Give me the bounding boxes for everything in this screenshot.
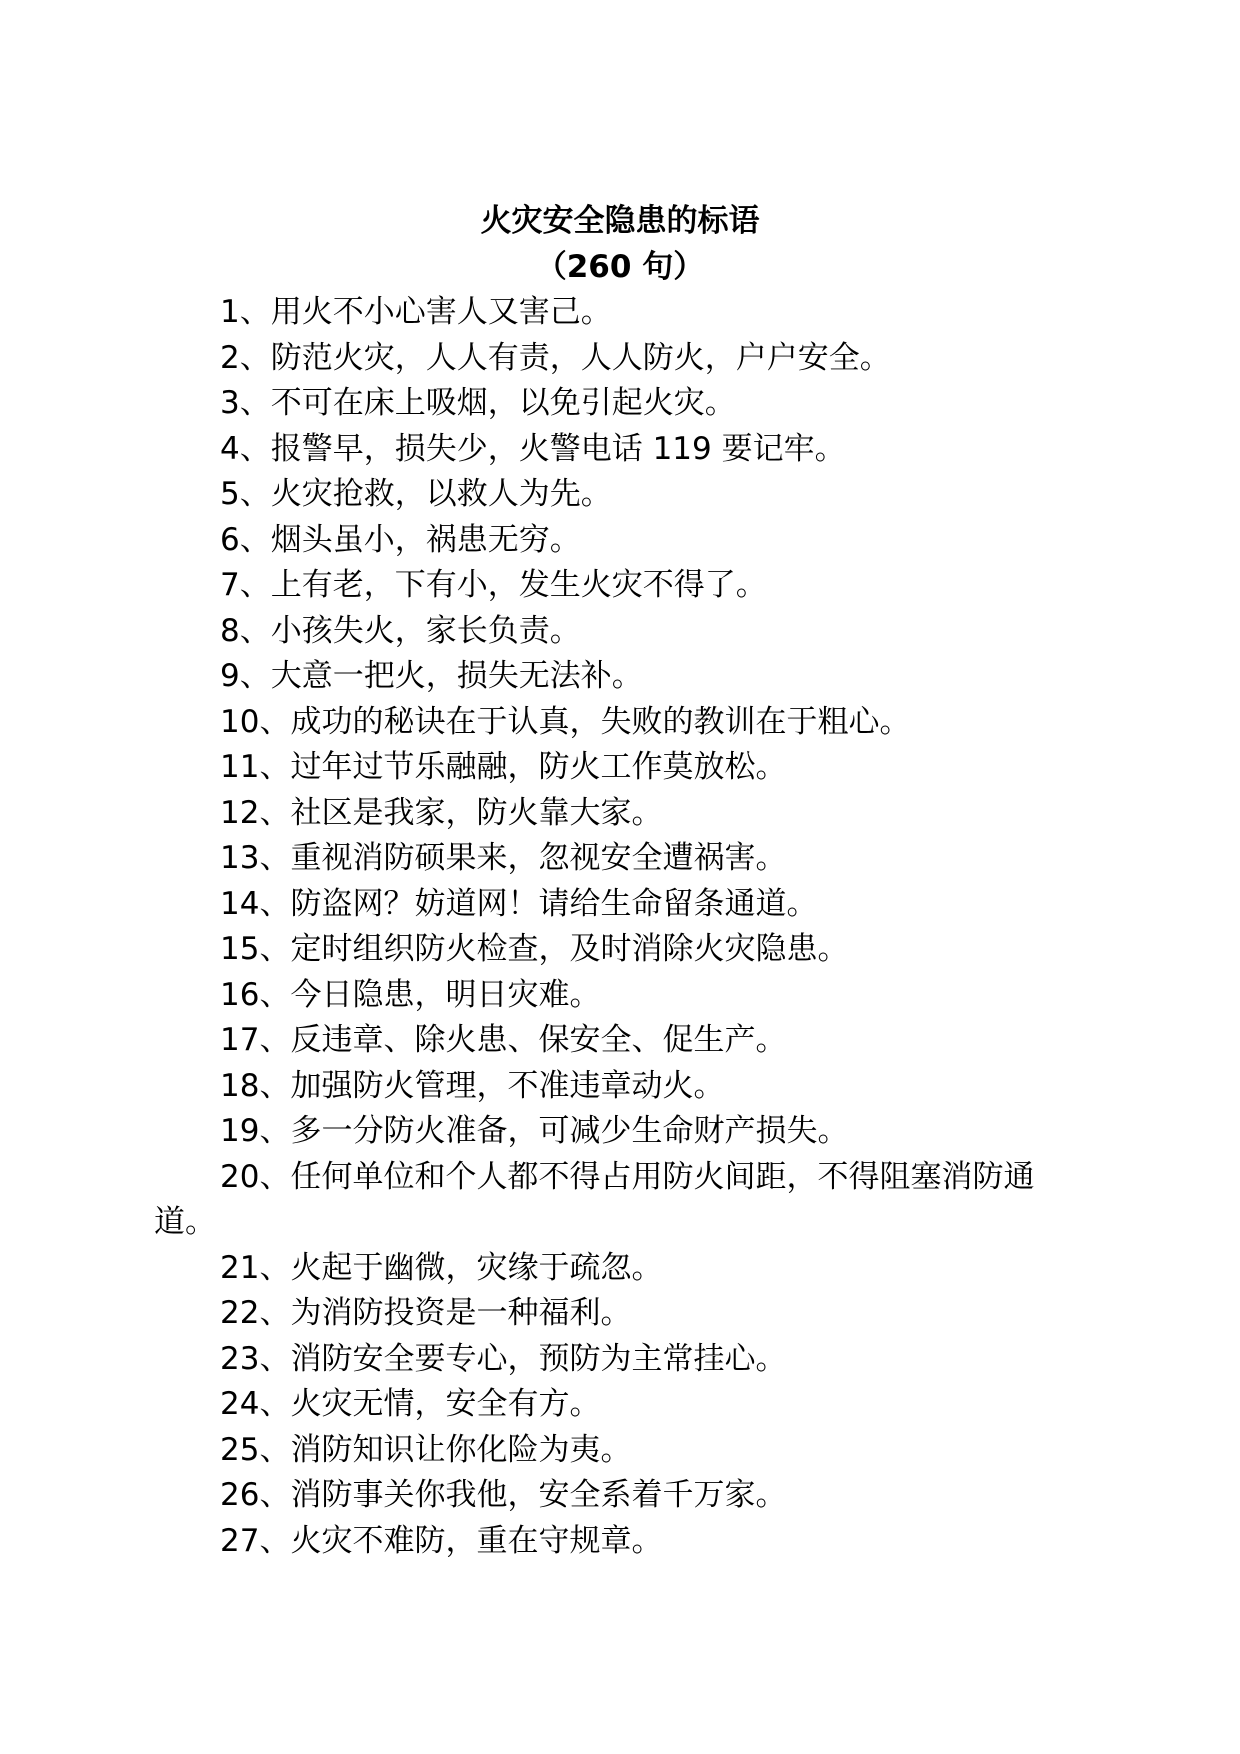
list-item: 22、为消防投资是一种福利。 — [220, 1295, 632, 1331]
list-item: 8、小孩失火，家长负责。 — [220, 612, 581, 649]
list-item: 9、大意一把火，损失无法补。 — [220, 658, 643, 694]
list-item: 18、加强防火管理，不准违章动火。 — [220, 1067, 725, 1104]
list-item: 11、过年过节乐融融，防火工作莫放松。 — [220, 749, 787, 785]
list-item: 15、定时组织防火检查，及时消除火灾隐患。 — [220, 931, 849, 967]
list-item: 6、烟头虽小，祸患无穷。 — [220, 521, 581, 558]
document-title: 火灾安全隐患的标语 — [480, 203, 760, 239]
list-item: 23、消防安全要专心，预防为主常挂心。 — [220, 1340, 787, 1377]
list-item: 21、火起于幽微，灾缘于疏忽。 — [220, 1249, 663, 1286]
slogan-list — [154, 290, 1084, 1564]
list-item: 4、报警早，损失少，火警电话 119 要记牢。 — [220, 430, 846, 467]
document-subtitle: （260 句） — [535, 249, 705, 285]
list-item: 24、火灾无情，安全有方。 — [220, 1386, 601, 1422]
list-item: 26、消防事关你我他，安全系着千万家。 — [220, 1477, 787, 1513]
list-item: 2、防范火灾，人人有责，人人防火，户户安全。 — [220, 339, 891, 376]
list-item: 10、成功的秘诀在于认真，失败的教训在于粗心。 — [220, 703, 911, 740]
list-item: 14、防盗网？妨道网！请给生命留条通道。 — [220, 885, 818, 922]
list-item: 25、消防知识让你化险为夷。 — [220, 1431, 632, 1468]
list-item: 20、任何单位和个人都不得占用防火间距，不得阻塞消防通道。 — [154, 1158, 1035, 1240]
list-item: 19、多一分防火准备，可减少生命财产损失。 — [220, 1113, 849, 1149]
list-item: 16、今日隐患，明日灾难。 — [220, 976, 601, 1013]
list-item: 3、不可在床上吸烟，以免引起火灾。 — [220, 385, 736, 421]
list-item: 1、用火不小心害人又害己。 — [220, 294, 612, 330]
list-item: 7、上有老，下有小，发生火灾不得了。 — [220, 567, 767, 603]
list-item: 17、反违章、除火患、保安全、促生产。 — [220, 1022, 787, 1058]
list-item: 5、火灾抢救，以救人为先。 — [220, 476, 612, 512]
list-item: 12、社区是我家，防火靠大家。 — [220, 794, 663, 831]
list-item: 13、重视消防硕果来，忽视安全遭祸害。 — [220, 840, 787, 876]
list-item: 27、火灾不难防，重在守规章。 — [220, 1522, 663, 1559]
